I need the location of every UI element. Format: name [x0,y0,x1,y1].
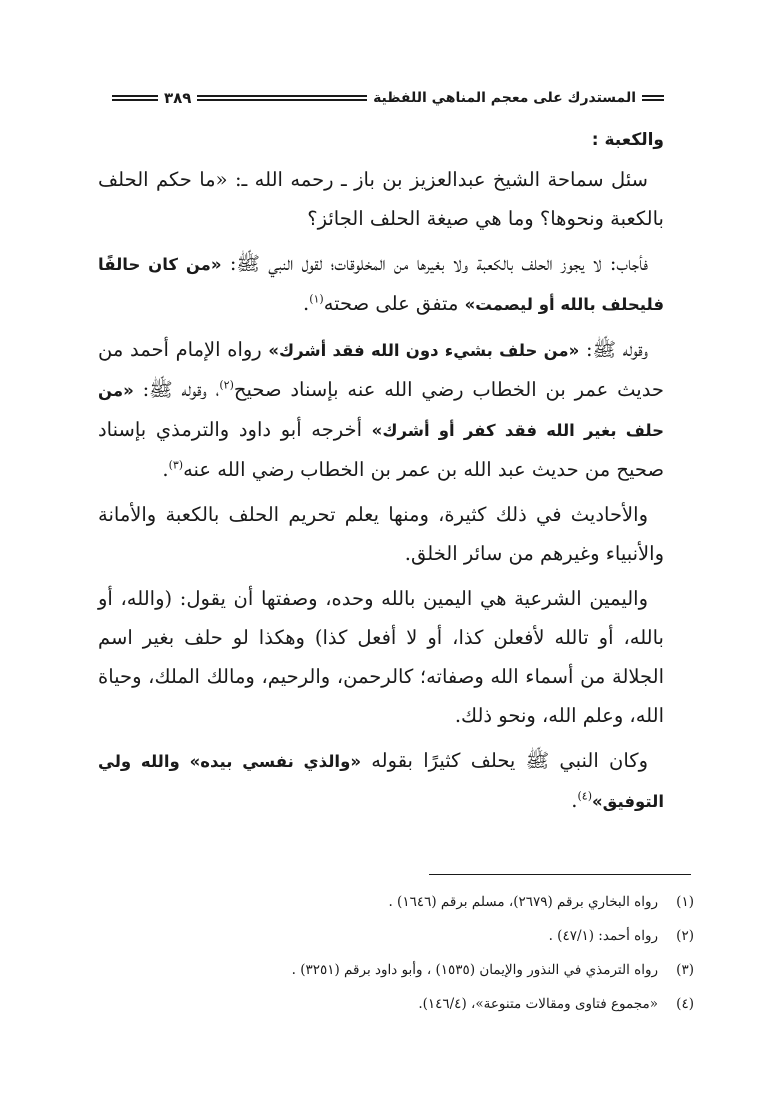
paragraph-question [98,160,664,238]
footnote-number: (٢) [676,928,694,944]
running-title: المستدرك على معجم المناهي اللفظية [373,90,636,106]
hadith-end: . [162,458,169,481]
paragraph-conclusion [98,495,664,573]
paragraph-oath-form [98,579,664,735]
footnote-number: (٣) [676,962,694,978]
paragraph-closing [98,741,664,821]
running-header [112,86,664,110]
footnote-number: (٤) [676,996,694,1012]
footnote-ref: (٤) [577,789,592,803]
paragraph-answer [98,244,664,324]
answer-end: . [302,292,310,315]
hadith-quote: «من حلف بشيء دون الله فقد أشرك» [268,341,580,360]
footnote-number: (١) [676,894,694,910]
answer-text: فأجاب: لا يجوز الحلف بالكعبة ولا بغيرها من المخلوقات؛ لقول النبي ﷺ: [221,252,648,275]
closing-end: . [571,789,578,812]
hadith-intro: ، وقوله ﷺ: [133,378,220,401]
closing-text: وكان النبي ﷺ يحلف كثيرًا بقوله [360,749,648,772]
hadith-source: رواه الإمام أحمد من حديث عمر بن الخطاب رضي الله عنه بإسناد صحيح [98,338,664,401]
hadith-quote: «من كان حالفًا فليحلف بالله أو ليصمت» [98,255,664,314]
answer-text-cont: متفق على صحته [323,292,465,315]
section-heading: والكعبة : [591,130,664,150]
oath-form-text: واليمين الشرعية هي اليمين بالله وحده، وصفتها أن يقول: (والله، أو بالله، أو تالله لأفعلن كذا، أو لا أفعل كذا) وهكذا لو حلف بغير اسم الجلالة من أسماء الله وصفاته؛ كالرحمن، والرحيم، ومالك الملك، وحياة الله، وعلم الله، ونحو ذلك. [98,587,664,727]
footnote-ref: (٢) [219,378,234,392]
footnote-separator [429,874,691,875]
footnote-ref: (١) [309,292,324,306]
footnote [134,953,694,987]
hadith-quote: «من حلف بغير الله فقد كفر أو أشرك» [98,381,664,440]
header-rule-left [112,95,158,101]
paragraph-hadiths [98,330,664,489]
footnote-text: رواه البخاري برقم (٢٦٧٩)، مسلم برقم (١٦٤٦) . [388,894,658,910]
footnote-ref: (٣) [168,458,184,472]
hadith-intro: وقوله ﷺ: [579,338,649,361]
hadith-quote: «والذي نفسي بيده» والله ولي التوفيق» [98,752,664,811]
main-text [98,120,664,827]
footnote-text: «مجموع فتاوى ومقالات متنوعة»، (١٤٦/٤). [418,996,658,1012]
hadith-source: أخرجه أبو داود والترمذي بإسناد صحيح من حديث عبد الله بن عمر بن الخطاب رضي الله عنه [98,418,664,481]
footnote-text: رواه الترمذي في النذور والإيمان (١٥٣٥) ، وأبو داود برقم (٣٢٥١) . [291,962,658,978]
header-rule-middle [197,95,367,101]
conclusion-text: والأحاديث في ذلك كثيرة، ومنها يعلم تحريم الحلف بالكعبة والأمانة والأنبياء وغيرهم من سائر الخلق. [98,503,664,565]
footnote [134,919,694,953]
footnote [134,885,694,919]
footnote-text: رواه أحمد: (٤٧/١) . [548,928,658,944]
header-rule-right [642,95,664,101]
question-text: سئل سماحة الشيخ عبدالعزيز بن باز ـ رحمه الله ـ: «ما حكم الحلف بالكعبة ونحوها؟ وما هي صيغة الحلف الجائز؟ [98,168,664,230]
footnote [134,987,694,1021]
footnotes [134,885,694,1021]
page-number: ٣٨٩ [164,89,192,107]
